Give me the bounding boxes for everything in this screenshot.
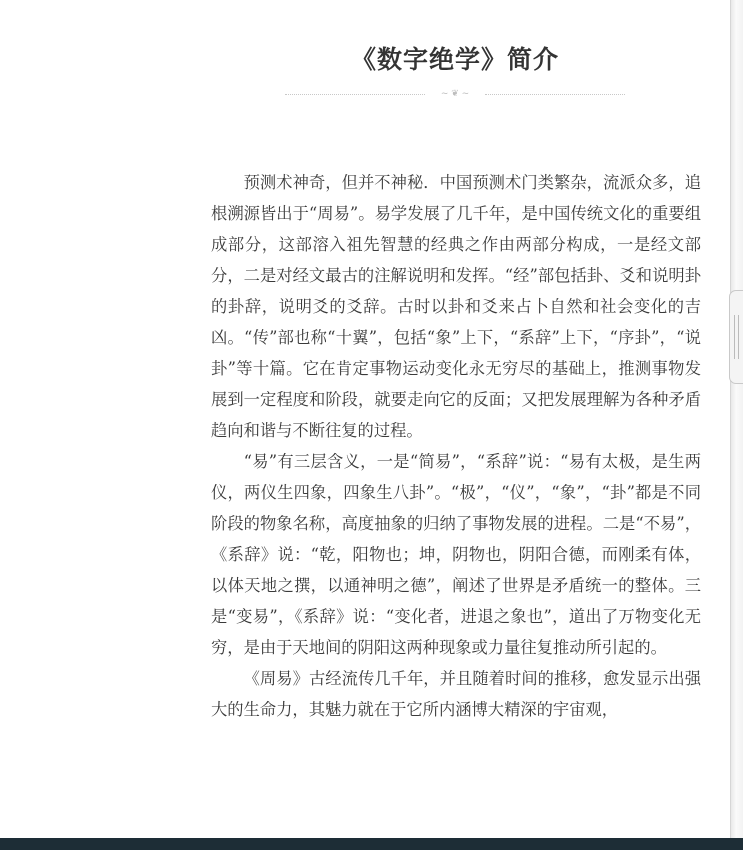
- ornament-line-right: [485, 94, 625, 96]
- page-edge: [730, 0, 743, 838]
- grip-icon: [734, 315, 739, 359]
- page-turn-tab[interactable]: [729, 290, 743, 384]
- ornament-flourish-icon: ~ ❦ ~: [440, 89, 470, 99]
- ornament-line-left: [285, 94, 425, 96]
- body-text: [211, 167, 701, 725]
- paragraph-2: “易”有三层含义，一是“简易”，“系辞”说：“易有太极，是生两仪，两仪生四象，四象生八卦”。“极”，“仪”，“象”，“卦”都是不同阶段的物象名称，高度抽象的归纳了事物发展的进程。二是“不易”，《系辞》说：“乾，阳物也；坤，阴物也，阴阳合德，而刚柔有体，以体天地之撰，以通神明之德”，阐述了世界是矛盾统一的整体。三是“变易”，《系辞》说：“变化者，进退之象也”，道出了万物变化无穷，是由于天地间的阴阳这两种现象或力量往复推动所引起的。: [211, 452, 701, 657]
- bottom-bar: [0, 838, 743, 850]
- page-title: 《数字绝学》简介: [350, 45, 559, 74]
- paragraph-3: 《周易》古经流传几千年，并且随着时间的推移，愈发显示出强大的生命力，其魅力就在于它所内涵博大精深的宇宙观，: [211, 669, 701, 719]
- title-ornament: [285, 90, 625, 100]
- paragraph-1: 预测术神奇，但并不神秘．中国预测术门类繁杂，流派众多，追根溯源皆出于“周易”。易学发展了几千年，是中国传统文化的重要组成部分，这部溶入祖先智慧的经典之作由两部分构成，一是经文部分，二是对经文最古的注解说明和发挥。“经”部包括卦、爻和说明卦的卦辞，说明爻的爻辞。古时以卦和爻来占卜自然和社会变化的吉凶。“传”部也称“十翼”，包括“象”上下，“系辞”上下，“序卦”，“说卦”等十篇。它在肯定事物运动变化永无穷尽的基础上，推测事物发展到一定程度和阶段，就要走向它的反面；又把发展理解为各种矛盾趋向和谐与不断往复的过程。: [211, 173, 701, 440]
